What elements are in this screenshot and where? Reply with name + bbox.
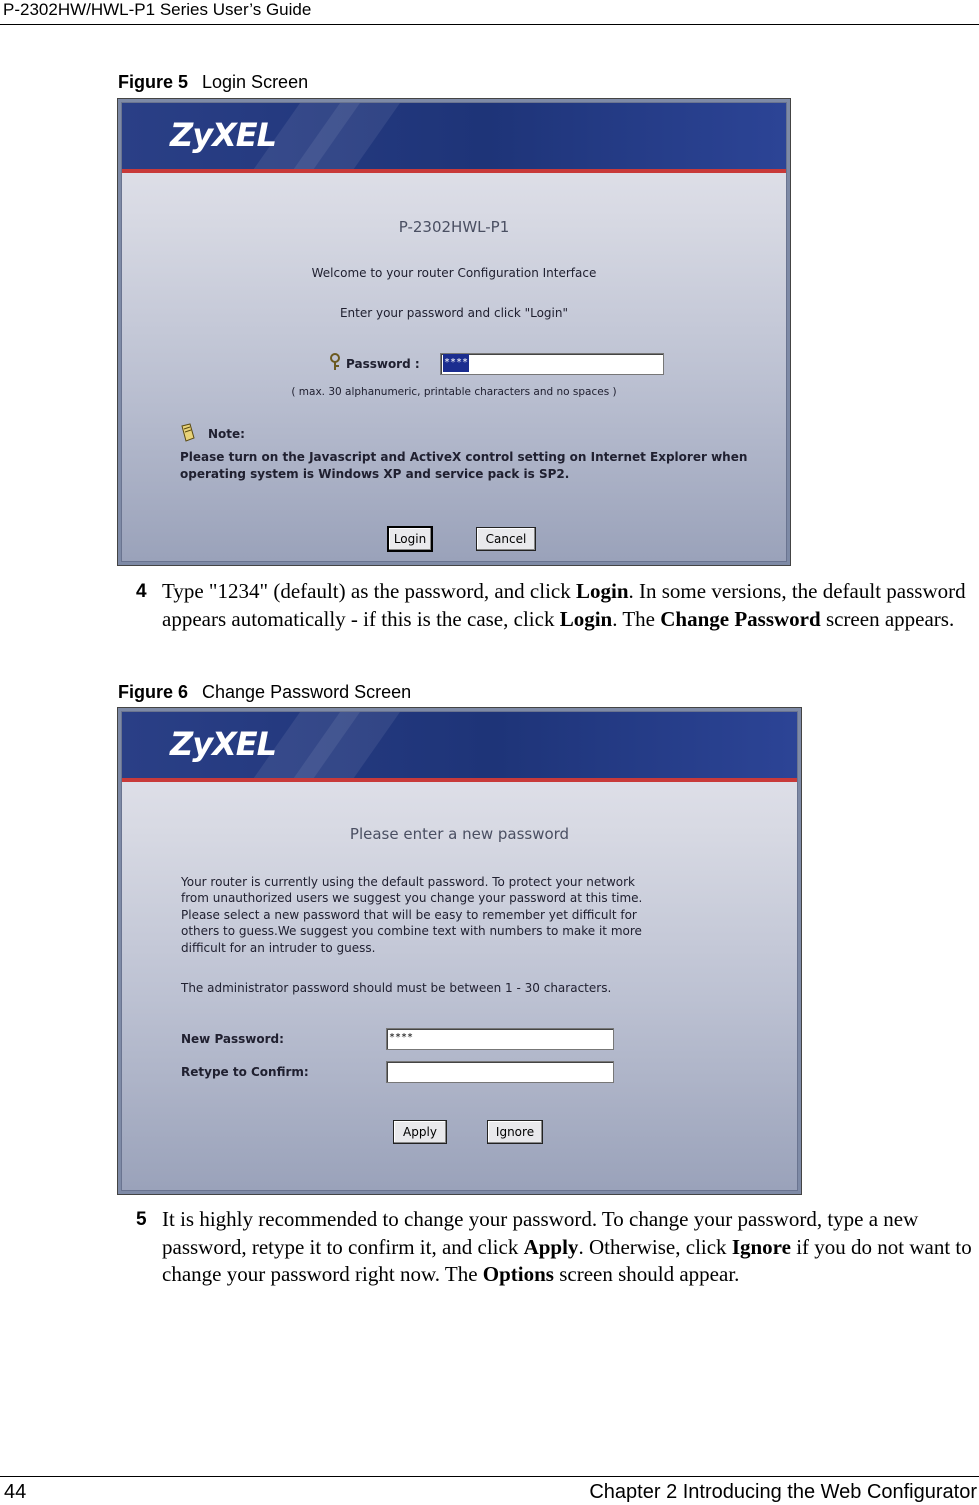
paragraph-line: Please select a new password that will be easy to remember yet difficult for	[181, 907, 637, 922]
paragraph-line: others to guess.We suggest you combine text with numbers to make it more	[181, 924, 642, 939]
new-password-label: New Password:	[181, 1032, 284, 1046]
paragraph-line: Your router is currently using the default password. To protect your network	[181, 875, 636, 889]
login-screen-screenshot	[117, 98, 791, 566]
cancel-button[interactable]: Cancel	[476, 527, 536, 551]
model-name: P-2302HWL-P1	[398, 218, 510, 236]
step-5	[136, 1206, 976, 1289]
figure-6-title: Change Password Screen	[202, 682, 412, 702]
figure-6-label: Figure 6	[118, 682, 189, 702]
step-5-text: It is highly recommended to change your password. To change your password, type a new password, retype it to confirm it, and click Apply. Otherwise, click Ignore if you do not want to change your password right now. The Options screen should appear.	[162, 1207, 972, 1286]
page-number: 44	[4, 1481, 27, 1503]
login-button[interactable]: Login	[388, 527, 432, 551]
change-password-screenshot	[117, 707, 802, 1195]
note-icon	[180, 423, 196, 443]
step-4-text: Type "1234" (default) as the password, and click Login. In some versions, the default password appears automatically - if this is the case, click Login. The Change Password screen appears.	[162, 579, 966, 631]
default-password-explanation	[181, 874, 642, 956]
key-icon	[328, 353, 342, 371]
zyxel-banner	[122, 103, 786, 173]
login-instruction: Enter your password and click "Login"	[339, 306, 569, 320]
figure-5-title: Login Screen	[202, 72, 309, 92]
paragraph-line: from unauthorized users we suggest you change your password at this time.	[181, 891, 643, 906]
retype-password-input[interactable]	[386, 1061, 614, 1083]
guide-title: P-2302HW/HWL-P1 Series User’s Guide	[3, 0, 312, 19]
figure-5-label: Figure 5	[118, 72, 189, 92]
figure-5-caption	[118, 72, 308, 93]
running-footer	[0, 1476, 979, 1505]
zyxel-banner	[122, 712, 797, 782]
password-length-rule: The administrator password should must be between 1 - 30 characters.	[181, 981, 612, 995]
apply-button[interactable]: Apply	[393, 1120, 447, 1144]
zyxel-logo: ZyXEL	[170, 116, 276, 154]
chapter-title: Chapter 2 Introducing the Web Configurator	[589, 1481, 977, 1503]
ignore-button[interactable]: Ignore	[487, 1120, 543, 1144]
password-hint: ( max. 30 alphanumeric, printable characters and no spaces )	[291, 386, 617, 398]
welcome-text: Welcome to your router Configuration Interface	[311, 266, 597, 280]
step-5-number: 5	[136, 1209, 147, 1230]
paragraph-line: difficult for an intruder to guess.	[181, 940, 376, 955]
login-screen-panel	[121, 102, 787, 562]
note-text: Please turn on the Javascript and ActiveX control setting on Internet Explorer when operating system is Windows XP and service pack is SP2.	[180, 450, 748, 481]
change-password-panel	[121, 711, 798, 1191]
password-input[interactable]: ****	[440, 353, 664, 375]
figure-6-caption	[118, 682, 411, 703]
new-password-input[interactable]: ****	[386, 1028, 614, 1050]
password-label: Password :	[346, 357, 420, 371]
new-password-heading: Please enter a new password	[349, 825, 570, 843]
retype-password-label: Retype to Confirm:	[181, 1065, 309, 1079]
zyxel-logo: ZyXEL	[170, 725, 276, 763]
note-label: Note:	[208, 427, 245, 441]
running-header	[0, 0, 979, 25]
step-4-number: 4	[136, 581, 147, 602]
step-4	[136, 578, 976, 633]
